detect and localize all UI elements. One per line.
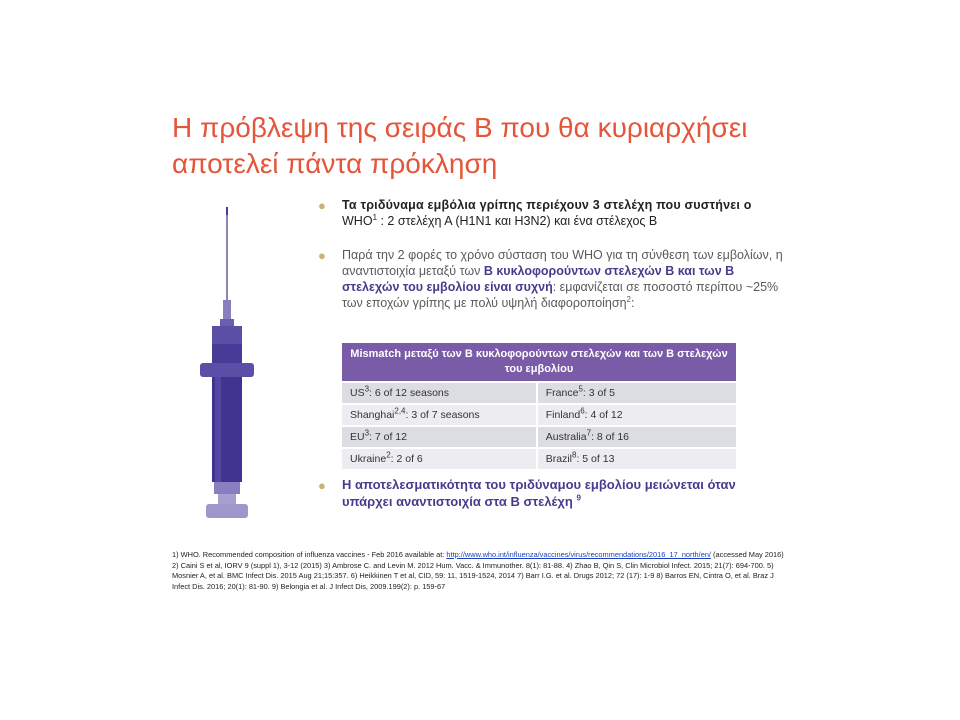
title-line-1: Η πρόβλεψη της σειράς Β που θα κυριαρχήσει [172,112,748,143]
references-pre: 1) WHO. Recommended composition of influenza vaccines - Feb 2016 available at: [172,550,447,559]
who-link[interactable]: http://www.who.int/influenza/vaccines/virus/recommendations/2016_17_north/en/ [446,550,711,559]
title-line-2: αποτελεί πάντα πρόκληση [172,148,498,179]
table-row [342,426,736,448]
footnote-ref: 8 [572,450,577,460]
mismatch-value: : 7 of 12 [369,431,407,443]
who-text: WHO [342,214,373,228]
region-name: US [350,387,365,399]
mismatch-value: : 3 of 5 [582,387,615,399]
region-name: Shanghai [350,409,395,421]
bullet-1-strains: : 2 στελέχη Α (H1N1 και H3N2) και ένα στέλεχος Β [377,214,658,228]
table-cell-left [342,382,537,404]
references [172,550,792,592]
footnote-ref: 5 [578,384,583,394]
footnote-ref: 3 [364,384,370,394]
bullet-2-emphasis: Β κυκλοφορούντων στελεχών Β και των Β στελεχών του εμβολίου είναι συχνή [342,264,735,294]
bullet-2-post: : εμφανίζεται σε ποσοστό περίπου ~25% των εποχών γρίπης με πολύ υψηλή διαφοροποίηση [342,280,779,310]
table-cell-right [537,382,736,404]
mismatch-value: : 5 of 13 [576,453,615,465]
bullet-dot: ● [318,248,326,263]
region-name: EU [350,431,365,443]
bullet-dot: ● [318,198,326,213]
region-name: Finland [545,409,581,421]
footnote-ref: 6 [580,406,585,416]
bullet-1-line-2 [342,213,792,229]
references-post: (accessed May 2016) 2) Caini S et al, IORV 9 (suppl 1), 3-12 (2015) 3) Ambrose C. and Levin M. 2012 Hum. Vacc. & Immunother. 8(1): 81-88. 4) Zhao B, Qin S, Clin Microbiol Infect. 2015; 21(7): 694-700. 5) Mosnier A, et al. BMC Infect Dis. 2015 Aug 21;15:357. 6) Heikkinen T et al, CID, 59: 11, 1519-1524, 2014 7) Barr I.G. et al. Drugs 2012; 72 (17): 1-9 8) Barros EN, Cintra O, et al. Braz J Infect Dis. 2016; 20(1): 81-90. 9) Belongia et al. J Infect Dis, 2009.199(2): p. 159-67 [172,550,784,591]
bullet-3-text: Η αποτελεσματικότητα του τριδύναμου εμβολίου μειώνεται όταν υπάρχει αναντιστοιχία στα Β στελέχη [342,477,736,509]
table-row [342,448,736,469]
table-cell-left [342,404,537,426]
table-cell-right [537,426,736,448]
table-row [342,382,736,404]
mismatch-value: : 2 of 6 [390,453,423,465]
bullet-2-pre: Παρά την 2 φορές το χρόνο σύσταση του WHO για τη σύνθεση των εμβολίων, η αναντιστοιχία μεταξύ των [342,248,783,278]
mismatch-value: : 4 of 12 [584,409,623,421]
slide-title [172,110,872,182]
bullet-effectiveness [318,476,782,510]
footnote-ref: 2 [386,450,391,460]
table-cell-right [537,448,736,469]
bullet-1-line-1: Τα τριδύναμα εμβόλια γρίπης περιέχουν 3 στελέχη που συστήνει ο [342,198,752,212]
region-name: Ukraine [350,453,387,465]
table-cell-left [342,426,537,448]
region-name: France [545,387,579,399]
region-name: Brazil [545,453,573,465]
table-cell-left [342,448,537,469]
mismatch-value: : 6 of 12 seasons [369,387,450,399]
table-cell-right [537,404,736,426]
footnote-ref: 2 [626,294,631,304]
bullet-2-end: : [631,296,635,310]
region-name: Australia [545,431,587,443]
footnote-ref: 2,4 [394,406,406,416]
bullet-mismatch-frequency [318,247,792,311]
mismatch-value: : 8 of 16 [591,431,630,443]
footnote-ref: 7 [586,428,592,438]
footnote-ref: 3 [364,428,370,438]
footnote-ref: 1 [372,212,378,222]
mismatch-value: : 3 of 7 seasons [405,409,480,421]
table-header: Mismatch μεταξύ των Β κυκλοφορούντων στελεχών και των Β στελεχών του εμβολίου [342,343,736,382]
mismatch-table [342,343,736,469]
footnote-ref: 9 [576,493,581,503]
syringe-icon [190,205,265,535]
bullet-trivalent-vaccines [318,197,792,229]
table-row [342,404,736,426]
bullet-dot: ● [318,478,326,493]
